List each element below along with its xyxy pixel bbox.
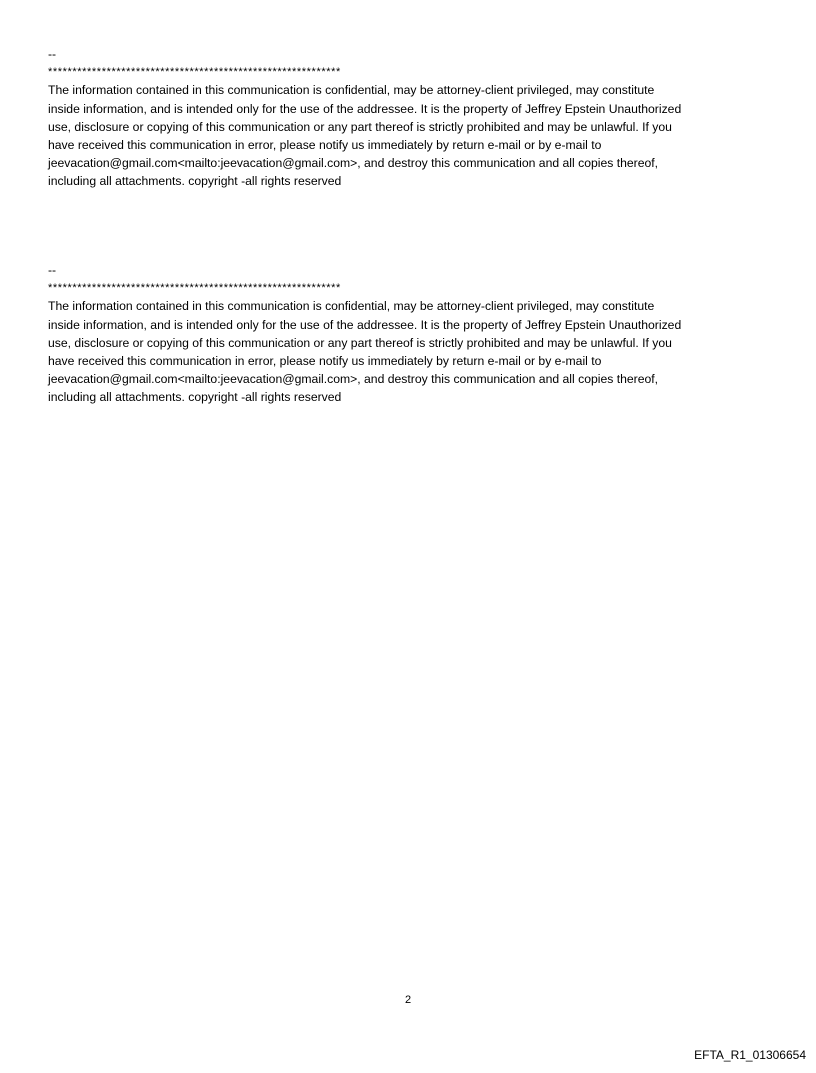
separator-stars: ************************************************************ xyxy=(48,66,341,79)
disclaimer-line: jeevacation@gmail.com<mailto:jeevacation@gmail.com>, and destroy this communication and all copies thereof, xyxy=(48,372,659,387)
page-number: 2 xyxy=(404,994,412,1006)
disclaimer-block-1 xyxy=(48,45,768,191)
disclaimer-line: including all attachments. copyright -all rights reserved xyxy=(48,390,342,405)
disclaimer-block-2 xyxy=(48,261,768,407)
disclaimer-line: have received this communication in error, please notify us immediately by return e-mail or by e-mail to xyxy=(48,138,602,153)
disclaimer-line: use, disclosure or copying of this communication or any part thereof is strictly prohibited and may be unlawful. If you xyxy=(48,119,672,134)
disclaimer-line: jeevacation@gmail.com<mailto:jeevacation@gmail.com>, and destroy this communication and all copies thereof, xyxy=(48,156,659,171)
disclaimer-line: have received this communication in error, please notify us immediately by return e-mail or by e-mail to xyxy=(48,354,602,369)
bates-number: EFTA_R1_01306654 xyxy=(694,1048,806,1062)
separator-dashes: -- xyxy=(48,47,57,61)
disclaimer-line: The information contained in this communication is confidential, may be attorney-client privileged, may constitute xyxy=(48,83,655,98)
disclaimer-line: The information contained in this communication is confidential, may be attorney-client privileged, may constitute xyxy=(48,299,655,314)
disclaimer-line: use, disclosure or copying of this communication or any part thereof is strictly prohibited and may be unlawful. If you xyxy=(48,335,672,350)
disclaimer-line: inside information, and is intended only for the use of the addressee. It is the property of Jeffrey Epstein Unauthorized xyxy=(48,317,682,332)
separator-stars: ************************************************************ xyxy=(48,282,341,295)
disclaimer-line: inside information, and is intended only for the use of the addressee. It is the property of Jeffrey Epstein Unauthorized xyxy=(48,101,682,116)
separator-dashes: -- xyxy=(48,263,57,277)
disclaimer-line: including all attachments. copyright -all rights reserved xyxy=(48,174,342,189)
